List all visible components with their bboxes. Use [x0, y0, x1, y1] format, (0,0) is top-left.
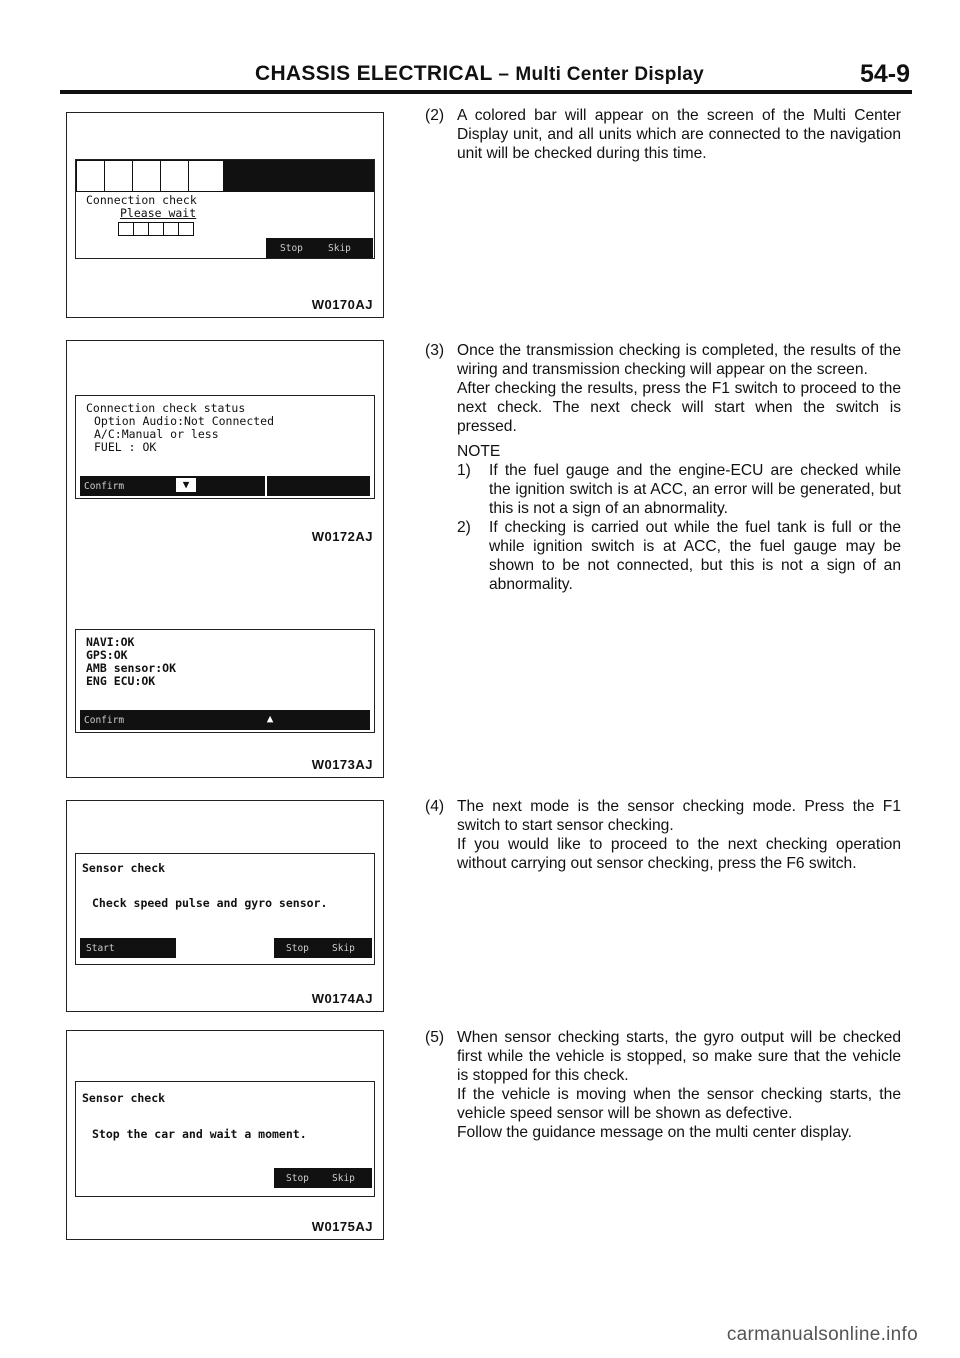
mini-segment: [163, 222, 179, 236]
figure-w0172aj-w0173aj: [66, 340, 384, 778]
figure-code: W0175AJ: [311, 1219, 373, 1234]
mini-segment: [178, 222, 194, 236]
mini-segment: [148, 222, 164, 236]
figure-w0175aj: [66, 1030, 384, 1240]
progress-fill: [224, 160, 374, 192]
step-4: [425, 797, 901, 873]
mini-segment: [133, 222, 149, 236]
stop-label: Stop: [286, 943, 309, 954]
header-rule: [60, 90, 912, 94]
skip-label: Skip: [332, 943, 355, 954]
stop-skip-button[interactable]: [274, 938, 372, 958]
step-text: The next mode is the sensor checking mode. Press the F1 switch to start sensor checking.: [457, 798, 901, 834]
note-text: If checking is carried out while the fuel tank is full or the while ignition switch is at ACC, the fuel gauge may be shown to be not connected, but this is not a sign of an abnormality.: [489, 519, 901, 593]
confirm-label: Confirm: [84, 715, 125, 726]
note-item: [457, 518, 901, 594]
scroll-down-icon[interactable]: ▼: [176, 478, 196, 492]
step-text: After checking the results, press the F1 switch to proceed to the next check. The next check will start when the switch is pressed.: [457, 380, 901, 435]
display-screen-sensor: [75, 853, 375, 965]
step-text: If the vehicle is moving when the sensor checking starts, the vehicle speed sensor will be shown as defective.: [457, 1086, 901, 1122]
screen-line-3: A/C:Manual or less: [94, 427, 219, 441]
start-button[interactable]: [80, 938, 176, 958]
section-title: [255, 62, 725, 86]
screen-line-2: Option Audio:Not Connected: [94, 414, 275, 428]
progress-segment: [132, 160, 162, 192]
figure-code: W0172AJ: [311, 529, 373, 544]
step-number: (2): [425, 107, 445, 124]
step-number: (4): [425, 798, 445, 815]
display-screen: [75, 159, 375, 259]
subsection-name: Multi Center Display: [515, 64, 705, 85]
note-heading: NOTE: [457, 443, 501, 460]
screen-line-1: Connection check status: [86, 401, 246, 415]
start-label: Start: [86, 943, 115, 954]
note-number: 2): [457, 519, 471, 536]
step-number: (3): [425, 342, 445, 359]
step-5: [425, 1028, 901, 1142]
note-text: If the fuel gauge and the engine-ECU are checked while the ignition switch is at ACC, an error will be generated, but this is not a sign of an abnormality.: [489, 462, 901, 517]
stop-skip-button[interactable]: [274, 1168, 372, 1188]
display-screen-results: [75, 629, 375, 733]
screen-line-2: Check speed pulse and gyro sensor.: [92, 896, 328, 910]
display-screen-status: [75, 395, 375, 499]
step-2: [425, 106, 901, 163]
screen-line-1: NAVI:OK: [86, 635, 135, 649]
step-text: Once the transmission checking is completed, the results of the wiring and transmission checking will appear on the screen.: [457, 342, 901, 378]
figure-code: W0173AJ: [311, 757, 373, 772]
step-number: (5): [425, 1029, 445, 1046]
screen-line-1: Sensor check: [82, 861, 166, 875]
progress-segment: [104, 160, 134, 192]
figure-code: W0170AJ: [311, 297, 373, 312]
screen-line-1: Connection check: [86, 193, 197, 207]
skip-label: Skip: [328, 243, 351, 254]
stop-label: Stop: [280, 243, 303, 254]
progress-segment: [188, 160, 224, 192]
screen-line-2: Please wait: [120, 206, 197, 220]
figure-w0174aj: [66, 800, 384, 1012]
display-screen-wait: [75, 1081, 375, 1197]
screen-line-4: FUEL : OK: [94, 440, 157, 454]
progress-segment: [160, 160, 190, 192]
screen-line-4: ENG ECU:OK: [86, 674, 156, 688]
screen-line-2: Stop the car and wait a moment.: [92, 1127, 307, 1141]
note-number: 1): [457, 462, 471, 479]
mini-segment: [118, 222, 134, 236]
screen-line-2: GPS:OK: [86, 648, 128, 662]
screen-line-3: AMB sensor:OK: [86, 661, 177, 675]
watermark: carmanualsonline.info: [726, 1324, 918, 1345]
step-3: [425, 341, 901, 594]
bar-divider: [265, 476, 267, 496]
step-text: If you would like to proceed to the next checking operation without carrying out sensor checking, press the F6 switch.: [457, 836, 901, 872]
confirm-bar[interactable]: [80, 476, 370, 496]
figure-w0170aj: [66, 112, 384, 318]
stop-label: Stop: [286, 1173, 309, 1184]
note-item: [457, 461, 901, 518]
page-number: 54-9: [859, 60, 910, 88]
scroll-up-icon[interactable]: ▲: [266, 712, 274, 725]
confirm-label: Confirm: [84, 481, 125, 492]
title-dash: –: [498, 64, 510, 85]
step-text: When sensor checking starts, the gyro output will be checked first while the vehicle is stopped, so make sure that the vehicle is stopped for this check.: [457, 1029, 901, 1084]
skip-label: Skip: [332, 1173, 355, 1184]
stop-skip-button[interactable]: [266, 238, 373, 258]
section-name: CHASSIS ELECTRICAL: [255, 62, 493, 85]
confirm-bar[interactable]: [80, 710, 370, 730]
figure-code: W0174AJ: [311, 991, 373, 1006]
step-text: Follow the guidance message on the multi center display.: [457, 1124, 852, 1141]
screen-line-1: Sensor check: [82, 1091, 166, 1105]
progress-segment: [76, 160, 106, 192]
step-text: A colored bar will appear on the screen of the Multi Center Display unit, and all units which are connected to the navigation unit will be checked during this time.: [457, 107, 901, 162]
